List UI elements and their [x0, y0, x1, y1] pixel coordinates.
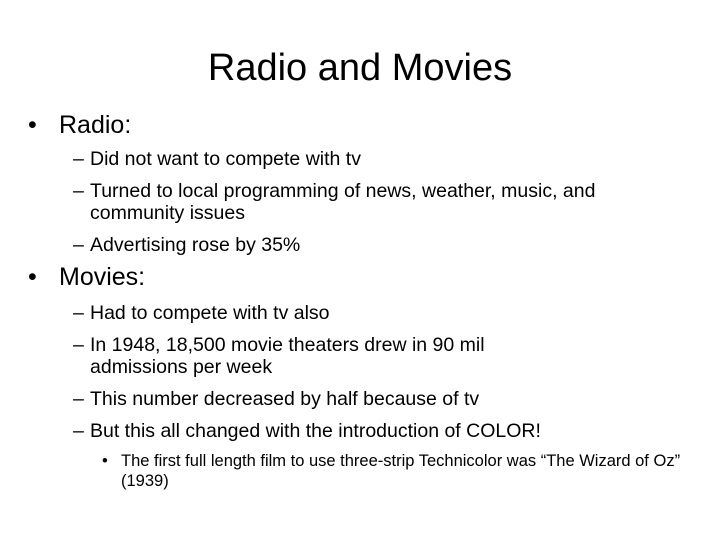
sub-bullet-radio-1	[73, 148, 693, 170]
bullet-movies-label: Movies:	[59, 263, 146, 291]
dash-icon: –	[73, 420, 84, 442]
slide-title: Radio and Movies	[207, 47, 513, 89]
sub-sub-bullet-movies-1	[102, 451, 702, 491]
sub-bullet-text: But this all changed with the introduction of COLOR!	[90, 420, 541, 442]
dash-icon: –	[73, 302, 84, 324]
sub-bullet-text: Advertising rose by 35%	[90, 234, 301, 256]
sub-bullet-text: Turned to local programming of news, weather, music, and community issues	[90, 180, 596, 224]
dash-icon: –	[73, 234, 84, 256]
sub-bullet-text: Did not want to compete with tv	[90, 148, 361, 170]
bullet-movies	[28, 262, 145, 292]
bullet-radio	[28, 110, 131, 140]
sub-bullet-radio-2	[73, 180, 673, 224]
dash-icon: –	[73, 334, 84, 356]
bullet-icon: •	[28, 263, 37, 291]
sub-bullet-radio-3	[73, 234, 693, 256]
sub-bullet-movies-4	[73, 420, 693, 442]
sub-bullet-movies-3	[73, 388, 693, 410]
bullet-radio-label: Radio:	[59, 111, 132, 139]
dash-icon: –	[73, 148, 84, 170]
dash-icon: –	[73, 388, 84, 410]
sub-bullet-movies-2	[73, 334, 583, 378]
sub-bullet-movies-1	[73, 302, 693, 324]
bullet-icon: •	[102, 452, 108, 470]
dash-icon: –	[73, 180, 84, 202]
sub-sub-bullet-text: The first full length film to use three-strip Technicolor was “The Wizard of Oz” (1939)	[121, 452, 681, 490]
sub-bullet-text: Had to compete with tv also	[90, 302, 330, 324]
bullet-icon: •	[28, 111, 37, 139]
sub-bullet-text: In 1948, 18,500 movie theaters drew in 90 mil admissions per week	[90, 334, 485, 378]
sub-bullet-text: This number decreased by half because of tv	[90, 388, 480, 410]
